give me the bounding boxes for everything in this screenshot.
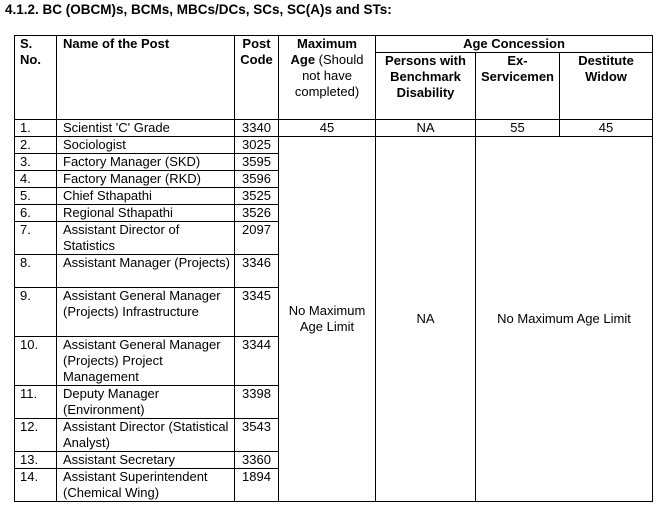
row-post-code: 3543 xyxy=(235,419,279,452)
row-sno: 8. xyxy=(15,255,57,288)
merged-ex-servicemen-destitute-widow: No Maximum Age Limit xyxy=(476,137,653,502)
merged-pwbd: NA xyxy=(376,137,476,502)
section-heading: 4.1.2. BC (OBCM)s, BCMs, MBCs/DCs, SCs, SC(A)s and STs: xyxy=(5,2,392,17)
row-sno: 2. xyxy=(15,137,57,154)
row-post-code: 1894 xyxy=(235,469,279,502)
row-sno: 10. xyxy=(15,337,57,386)
row-post-code: 3360 xyxy=(235,452,279,469)
merged-maximum-age-text: No Maximum Age Limit xyxy=(288,303,366,334)
row-post-code: 3025 xyxy=(235,137,279,154)
row-sno: 11. xyxy=(15,386,57,419)
row-sno: 3. xyxy=(15,154,57,171)
row-sno: 6. xyxy=(15,205,57,222)
row-post-name: Deputy Manager (Environment) xyxy=(57,386,235,419)
row-destitute-widow: 45 xyxy=(560,120,653,137)
header-sno: S. No. xyxy=(15,36,57,120)
header-maximum-age xyxy=(279,36,376,120)
header-post-code: Post Code xyxy=(235,36,279,120)
row-post-name: Assistant Manager (Projects) xyxy=(57,255,235,288)
row-ex-servicemen: 55 xyxy=(476,120,560,137)
header-maximum-age-note: (Should not have completed) xyxy=(294,52,364,99)
row-sno: 9. xyxy=(15,288,57,337)
row-sno: 7. xyxy=(15,222,57,255)
row-post-code: 2097 xyxy=(235,222,279,255)
row-pwbd: NA xyxy=(376,120,476,137)
row-sno: 14. xyxy=(15,469,57,502)
row-post-name: Assistant Secretary xyxy=(57,452,235,469)
row-post-code: 3525 xyxy=(235,188,279,205)
row-post-name: Assistant General Manager (Projects) Infrastructure xyxy=(57,288,235,337)
row-post-code: 3340 xyxy=(235,120,279,137)
header-name-of-post: Name of the Post xyxy=(57,36,235,120)
header-maximum-age-bold: Maximum Age xyxy=(290,36,357,67)
header-pwbd: Persons with Benchmark Disability xyxy=(376,53,476,120)
header-ex-servicemen: Ex- Servicemen xyxy=(476,53,560,120)
table-row xyxy=(15,120,653,137)
row-post-name: Factory Manager (RKD) xyxy=(57,171,235,188)
row-post-name: Chief Sthapathi xyxy=(57,188,235,205)
row-post-code: 3346 xyxy=(235,255,279,288)
row-post-name: Factory Manager (SKD) xyxy=(57,154,235,171)
table-row xyxy=(15,137,653,154)
row-post-name: Assistant Director of Statistics xyxy=(57,222,235,255)
row-sno: 4. xyxy=(15,171,57,188)
row-post-code: 3595 xyxy=(235,154,279,171)
header-destitute-widow: Destitute Widow xyxy=(560,53,653,120)
row-sno: 12. xyxy=(15,419,57,452)
row-post-name: Assistant Superintendent (Chemical Wing) xyxy=(57,469,235,502)
row-post-code: 3344 xyxy=(235,337,279,386)
row-post-code: 3526 xyxy=(235,205,279,222)
row-post-name: Sociologist xyxy=(57,137,235,154)
row-post-name: Assistant General Manager (Projects) Project Management xyxy=(57,337,235,386)
row-post-code: 3345 xyxy=(235,288,279,337)
age-limit-table xyxy=(14,35,653,502)
header-age-concession: Age Concession xyxy=(376,36,653,53)
header-row xyxy=(15,36,653,53)
row-sno: 13. xyxy=(15,452,57,469)
row-post-name: Scientist 'C' Grade xyxy=(57,120,235,137)
row-maximum-age: 45 xyxy=(279,120,376,137)
row-post-name: Assistant Director (Statistical Analyst) xyxy=(57,419,235,452)
row-post-name: Regional Sthapathi xyxy=(57,205,235,222)
row-sno: 1. xyxy=(15,120,57,137)
row-post-code: 3398 xyxy=(235,386,279,419)
merged-maximum-age xyxy=(279,137,376,502)
row-sno: 5. xyxy=(15,188,57,205)
row-post-code: 3596 xyxy=(235,171,279,188)
